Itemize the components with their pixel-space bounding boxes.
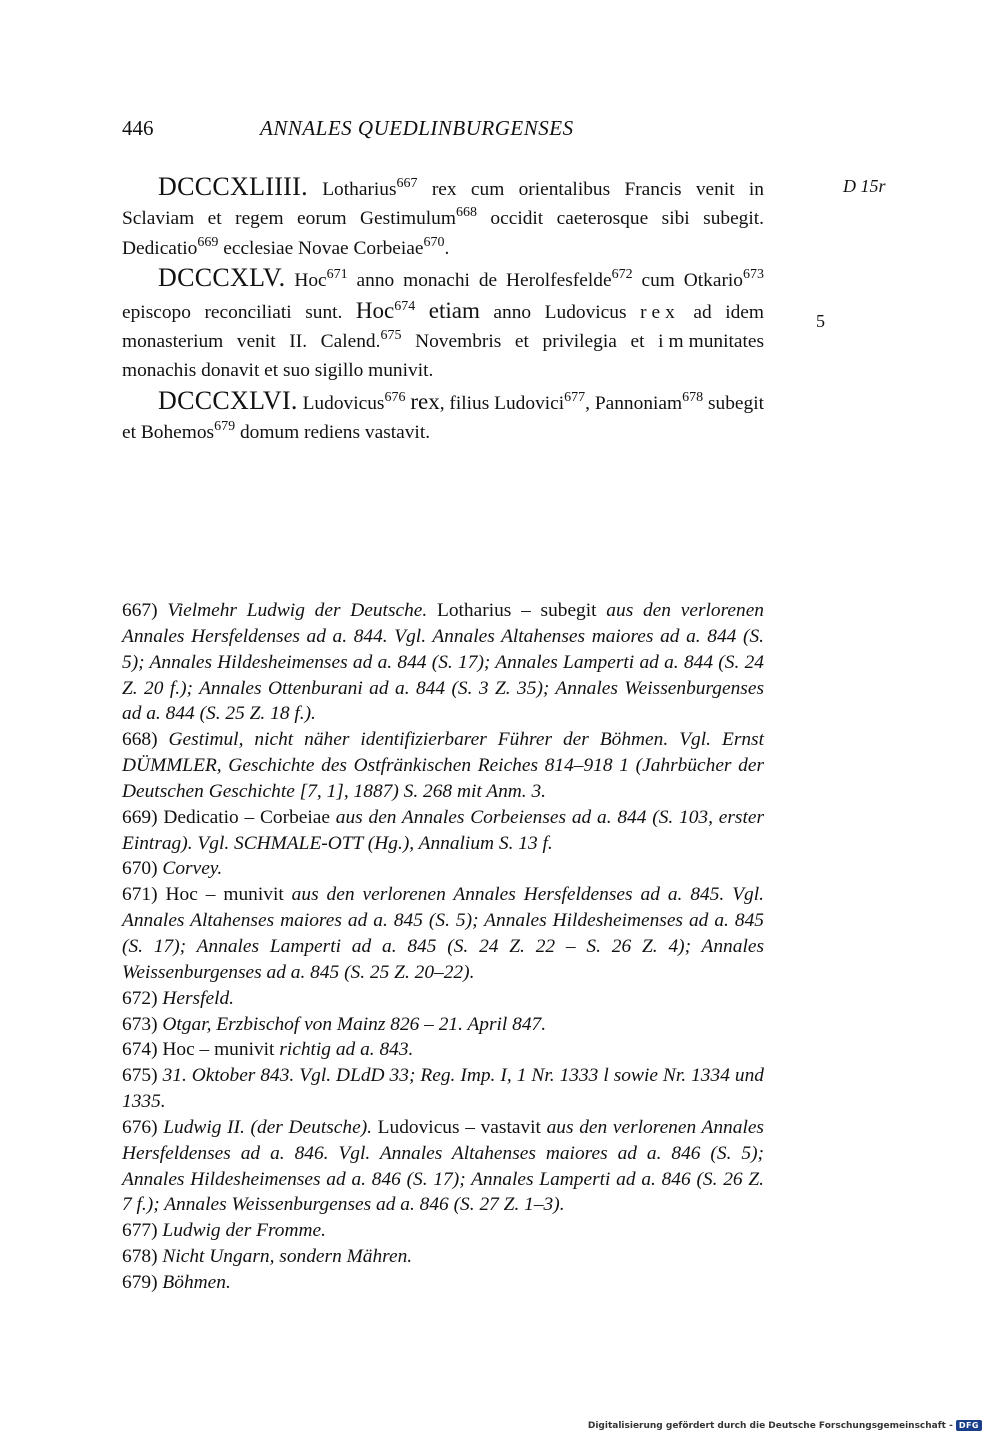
footnote-ref[interactable]: 671 — [326, 267, 348, 283]
footnote — [122, 1244, 764, 1270]
footnote-text: Corvey. — [162, 858, 223, 880]
text-run: , filius Ludovici — [439, 392, 565, 414]
footnote-text: Dedicatio – Corbeiae — [157, 806, 336, 828]
text-run — [415, 302, 429, 323]
footnote-text: aus den verlorenen Annales Hersfeldenses ad a. 844. Vgl. Annales Altahenses maiores ad a. 844 (S. 5); Annales Hildesheimenses ad a. 844 (S. 17); Annales Lamperti ad a. 844 (S. 24 Z. 20 f.); Annales Ottenburani ad a. 844 (S. 3 Z. 35); Annales Weissenburgenses ad a. 844 (S. 25 Z. 18 f.). — [122, 600, 765, 725]
footnote-text: richtig ad a. 843. — [279, 1039, 414, 1061]
footnote-text: Nicht Ungarn, sondern Mähren. — [162, 1246, 413, 1268]
footnote-ref[interactable]: 674 — [394, 298, 416, 314]
footnote — [122, 1012, 764, 1038]
footnote — [122, 805, 764, 857]
footnote — [122, 1115, 764, 1218]
footnote-ref[interactable]: 675 — [380, 328, 402, 344]
footnote — [122, 1037, 764, 1063]
text-run: cum Otkario — [632, 270, 744, 292]
footnote-number: 678) — [122, 1246, 158, 1268]
text-run-large: rex — [410, 388, 440, 414]
text-run: rex cum orientalibus Francis venit in Sclaviam et regem eorum Gestimulum — [122, 179, 764, 230]
text-run: munitates monachis donavit et suo sigillo munivit. — [122, 331, 765, 382]
footnote-text: Böhmen. — [162, 1271, 231, 1293]
footnote-number: 674) — [122, 1039, 158, 1061]
text-run: subegit et Bohemos — [122, 392, 764, 444]
footnote — [122, 882, 764, 985]
footnote-ref[interactable]: 679 — [214, 419, 236, 435]
text-run: domum rediens vastavit. — [235, 422, 431, 444]
footnote-ref[interactable]: 678 — [682, 389, 704, 405]
annal-text — [122, 172, 764, 448]
footnote-ref[interactable]: 667 — [396, 176, 418, 191]
footnote-text: Gestimul, nicht näher identifizierbarer Führer der Böhmen. Vgl. Ernst DÜMMLER, Geschichte des Ostfränkischen Reiches 814–918 1 (Jahrbücher der Deutschen Geschichte [7, 1], 1887) S. 268 mit Anm. 3. — [122, 729, 764, 802]
text-run: , Pannoniam — [585, 392, 683, 414]
footnote-text: Hoc – munivit — [157, 1039, 280, 1061]
year-heading: DCCCXLVI. — [158, 385, 298, 415]
footnote-number: 677) — [122, 1220, 158, 1242]
footnote-text: Lotharius – subegit — [427, 600, 607, 621]
footnote-ref[interactable]: 669 — [197, 234, 219, 250]
footnote-ref[interactable]: 672 — [611, 267, 633, 283]
text-run: Hoc — [285, 270, 327, 292]
text-run: . — [444, 237, 450, 259]
footnote — [122, 1063, 764, 1115]
manuscript-siglum: D 15r — [843, 176, 886, 196]
footnote-ref[interactable]: 668 — [455, 205, 477, 221]
footnote-number: 670) — [122, 858, 158, 880]
text-run-spaced: im — [658, 331, 689, 353]
footnote-number: 675) — [122, 1065, 158, 1087]
line-number: 5 — [816, 311, 825, 331]
footnote-number: 679) — [122, 1271, 158, 1293]
text-run: Lotharius — [307, 179, 397, 200]
page-number: 446 — [122, 116, 154, 140]
footnote-number: 676) — [122, 1116, 158, 1138]
annal-entry-844 — [122, 172, 764, 263]
footnote — [122, 1270, 764, 1296]
dfg-logo-icon: DFG — [956, 1420, 982, 1431]
text-run: Ludovicus — [297, 392, 385, 414]
footnote-number: 669) — [122, 806, 158, 828]
footnote-text: Ludwig der Fromme. — [162, 1220, 326, 1242]
footnote-ref[interactable]: 673 — [743, 267, 765, 283]
credit-text: Digitalisierung gefördert durch die Deutsche Forschungsgemeinschaft - — [587, 1420, 953, 1431]
footnote — [122, 1218, 764, 1244]
year-heading: DCCCXLIIII. — [158, 172, 308, 201]
text-run: anno Ludovicus — [479, 301, 641, 323]
year-heading: DCCCXLV. — [158, 263, 286, 293]
footnote-number: 671) — [122, 884, 158, 906]
footnote-text: Hoc – munivit — [157, 884, 292, 906]
footnote-ref[interactable]: 670 — [423, 234, 445, 250]
footnote — [122, 856, 764, 882]
text-run-large: Hoc — [355, 297, 395, 323]
text-run-large: etiam — [428, 297, 480, 323]
text-run: Novembris et privilegia et — [401, 331, 659, 353]
running-title: ANNALES QUEDLINBURGENSES — [260, 116, 574, 140]
text-run-spaced: rex — [640, 301, 680, 323]
footnote-text: Otgar, Erzbischof von Mainz 826 – 21. April 847. — [162, 1013, 547, 1035]
annal-entry-846 — [122, 386, 764, 448]
footnote-text: 31. Oktober 843. Vgl. DLdD 33; Reg. Imp. I, 1 Nr. 1333 l sowie Nr. 1334 und 1335. — [122, 1065, 764, 1113]
footnote — [122, 727, 764, 805]
text-run: ad idem monasterium venit II. Calend. — [122, 301, 764, 353]
footnote-text: Ludwig II. (der Deutsche). — [163, 1116, 372, 1138]
footnote-number: 673) — [122, 1013, 158, 1035]
page-header — [122, 116, 822, 150]
footnote-text: Vielmehr Ludwig der Deutsche. — [167, 600, 428, 621]
footnote — [122, 986, 764, 1012]
footnote-ref[interactable]: 677 — [564, 389, 586, 405]
footnote-text: Hersfeld. — [162, 987, 235, 1009]
footnote-ref[interactable]: 676 — [384, 389, 406, 405]
text-run: episcopo reconciliati sunt. — [122, 301, 356, 323]
text-run: anno monachi de Herolfesfelde — [347, 270, 612, 292]
footnotes-section — [122, 598, 764, 1296]
text-run: occidit caeterosque sibi subegit. Dedicatio — [122, 208, 765, 259]
footnote-text: aus den verlorenen Annales Hersfeldenses ad a. 845. Vgl. Annales Altahenses maiores ad a. 845 (S. 5); Annales Hildesheimenses ad a. 845 (S. 17); Annales Lamperti ad a. 845 (S. 24 Z. 22 – S. 26 Z. 4); Annales Weissenburgenses ad a. 845 (S. 25 Z. 20–22). — [122, 884, 764, 983]
footnote — [122, 598, 764, 727]
footnote-text: Ludovicus – vastavit — [372, 1116, 547, 1138]
text-run: ecclesiae Novae Corbeiae — [218, 237, 424, 259]
digitization-credit — [588, 1420, 982, 1431]
footnote-text: aus den verlorenen Annales Hersfeldenses ad a. 846. Vgl. Annales Altahenses maiores ad a. 846 (S. 5); Annales Hildesheimenses ad a. 846 (S. 17); Annales Lamperti ad a. 846 (S. 26 Z. 7 f.); Annales Weissenburgenses ad a. 846 (S. 27 Z. 1–3). — [122, 1116, 764, 1216]
footnote-number: 667) — [122, 600, 158, 621]
footnote-number: 668) — [122, 729, 158, 751]
annal-entry-845 — [122, 263, 764, 386]
footnote-text: aus den Annales Corbeienses ad a. 844 (S. 103, erster Eintrag). Vgl. SCHMALE-OTT (Hg.), Annalium S. 13 f. — [122, 806, 764, 854]
footnote-number: 672) — [122, 987, 158, 1009]
